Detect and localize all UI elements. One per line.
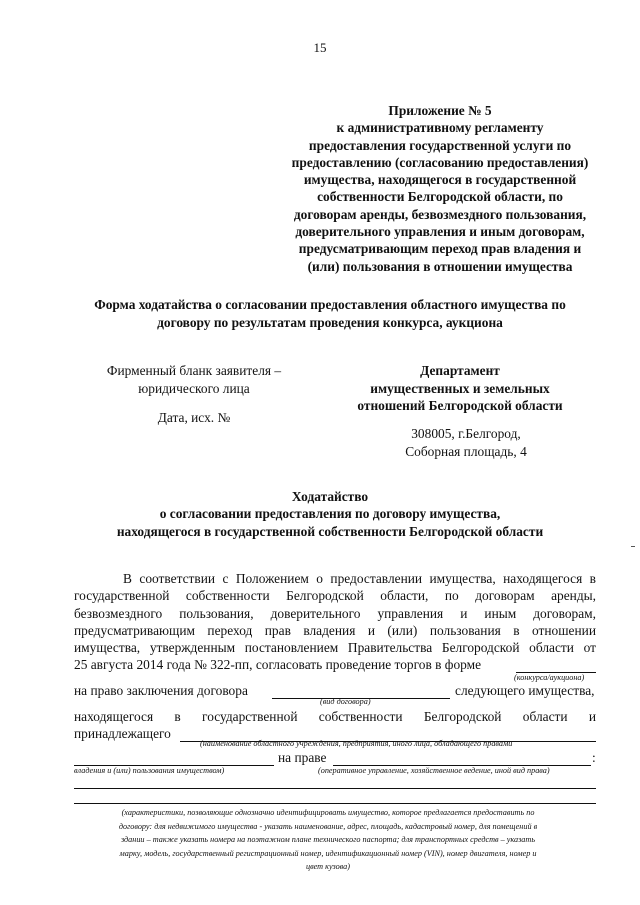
- word: Белгородской: [423, 709, 502, 724]
- hint-right-type: (оперативное управление, хозяйственное ведение, иной вид права): [318, 766, 550, 775]
- petition-body: [74, 570, 596, 656]
- address-line: Соборная площадь, 4: [405, 443, 527, 459]
- form-title: [60, 296, 600, 332]
- recipient-department: [340, 362, 580, 415]
- word: области: [522, 709, 568, 724]
- property-footnote: [80, 806, 576, 874]
- contract-suffix: следующего имущества,: [455, 683, 595, 698]
- word: государственной: [202, 709, 298, 724]
- letterhead-line: Фирменный бланк заявителя –: [106, 363, 282, 378]
- word: в: [174, 709, 181, 724]
- form-title-line: договору по результатам проведения конкурса, аукциона: [157, 315, 503, 330]
- footnote-line: марку, модель, государственный регистрационный номер, идентификационный номер (VIN), номер двигателя, номер и: [119, 848, 537, 858]
- appendix-header: [268, 102, 612, 275]
- hint-contract-type: (вид договора): [320, 697, 371, 706]
- word: и: [588, 709, 596, 724]
- footnote-line: здании – также указать номера на поэтажном плане технического паспорта; для транспортных средств – указать: [120, 835, 536, 845]
- appendix-line: имущества, находящегося в государственной: [303, 172, 577, 188]
- petition-title-line: находящегося в государственной собственности Белгородской области: [116, 523, 544, 539]
- address-line: 308005, г.Белгород,: [411, 426, 521, 441]
- located-line: [74, 709, 596, 725]
- owner-field-cont[interactable]: [74, 753, 274, 766]
- contract-prefix: на право заключения договора: [74, 683, 248, 698]
- property-field-line[interactable]: [74, 803, 596, 804]
- body-line: имущества, утвержденным постановлением Правительства Белгородской области от: [74, 640, 596, 656]
- body-line: государственной собственности Белгородской области, по договорам аренды,: [74, 588, 596, 604]
- body-last-line: [74, 657, 481, 673]
- body-line: безвозмездного пользования, доверительного управления и иным договорам,: [74, 605, 596, 621]
- letterhead-line: юридического лица: [138, 380, 250, 396]
- body-text: 25 августа 2014 года № 322-пп, согласовать проведение торгов в форме: [74, 657, 482, 672]
- word: находящегося: [74, 709, 154, 724]
- recipient-line: отношений Белгородской области: [357, 398, 563, 413]
- recipient-line: имущественных и земельных: [370, 380, 550, 396]
- colon: :: [592, 750, 596, 765]
- appendix-line: к административному регламенту: [336, 120, 544, 136]
- appendix-line: предусматривающим переход прав владения и: [298, 241, 582, 257]
- hint-procedure-form: (конкурса/аукциона): [514, 673, 585, 682]
- date-label: Дата, исх. №: [157, 410, 231, 425]
- applicant-letterhead: [74, 362, 314, 397]
- word: собственности: [318, 709, 403, 724]
- hint-owner-cont: владения и (или) пользования имуществом): [74, 766, 225, 775]
- on-right-label: на праве: [278, 750, 327, 765]
- appendix-line: предоставлению (согласованию предоставления): [291, 154, 589, 170]
- appendix-line: договорам аренды, безвозмездного пользования,: [293, 206, 587, 222]
- footnote-line: (характеристики, позволяющие однозначно идентифицировать имущество, которое предлагается предоставить по: [121, 808, 535, 817]
- right-type-field[interactable]: [333, 753, 591, 766]
- footnote-line: цвет кузова): [306, 862, 350, 872]
- scan-margin-mark: [631, 546, 635, 547]
- appendix-line: (или) пользования в отношении имущества: [307, 258, 573, 274]
- appendix-line: собственности Белгородской области, по: [317, 189, 563, 205]
- recipient-line: Департамент: [420, 363, 500, 378]
- appendix-line: доверительного управления и иным договорам,: [295, 224, 585, 240]
- footnote-line: договору: для недвижимого имущества - указать наименование, адрес, площадь, кадастровый номер, для помещений в: [118, 821, 538, 831]
- form-title-line: Форма ходатайства о согласовании предоставления областного имущества по: [94, 297, 566, 312]
- body-line: В соответствии с Положением о предоставлении имущества, находящегося в: [123, 571, 596, 586]
- appendix-line: Приложение № 5: [388, 103, 492, 118]
- property-field-line[interactable]: [74, 788, 596, 789]
- petition-title-line: Ходатайство: [291, 489, 369, 504]
- page-number: 15: [313, 40, 327, 55]
- appendix-line: предоставления государственной услуги по: [308, 137, 572, 153]
- body-line: предусматривающим переход прав владения и (или) пользования в отношении: [74, 622, 596, 638]
- procedure-form-field[interactable]: [516, 660, 596, 673]
- petition-title: [60, 488, 600, 540]
- recipient-address: [376, 425, 556, 460]
- petition-title-line: о согласовании предоставления по договору имущества,: [159, 506, 501, 522]
- hint-owner: (наименование областного учреждения, предприятия, иного лица, обладающего правами: [200, 739, 513, 748]
- belonging-label: принадлежащего: [74, 726, 171, 741]
